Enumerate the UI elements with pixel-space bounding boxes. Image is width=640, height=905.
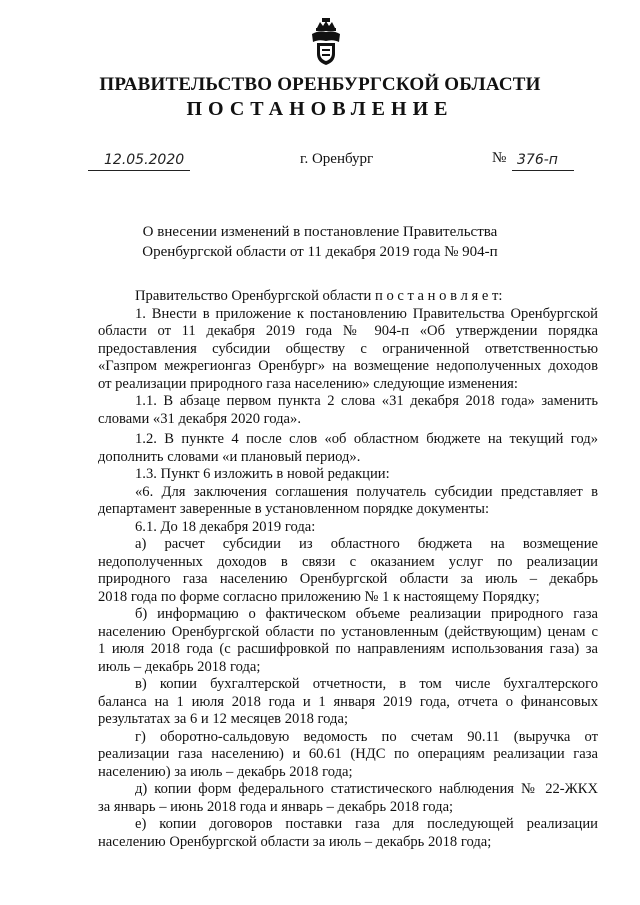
number-label: № xyxy=(492,150,507,166)
number-underline xyxy=(512,170,574,171)
body-line: июль – декабрь 2018 года; xyxy=(98,658,261,675)
document-date: 12.05.2020 xyxy=(104,152,185,168)
subject-line: О внесении изменений в постановление Правительства xyxy=(142,224,498,240)
document-number: 376-п xyxy=(517,152,558,168)
body-line: д) копии форм федерального статистического наблюдения № 22-ЖКХ xyxy=(135,781,598,798)
body-line: 2018 года по форме согласно приложению № 1 к настоящему Порядку; xyxy=(98,588,540,605)
body-line: департамент заверенные в установленном порядке документы: xyxy=(98,501,490,518)
body-line: за январь – июнь 2018 года и январь – декабрь 2018 года; xyxy=(98,798,454,815)
body-line: «6. Для заключения соглашения получатель субсидии представляет в xyxy=(135,483,598,500)
body-line: результатах за 6 и 12 месяцев 2018 года; xyxy=(98,711,349,728)
body-line: недополученных доходов в связи с оказанием услуг по реализации xyxy=(98,553,598,570)
body-line: населению Оренбургской области за июль – декабрь 2018 года; xyxy=(98,833,492,850)
body-line: словами «31 декабря 2020 года». xyxy=(98,410,301,427)
body-line: дополнить словами «и плановый период». xyxy=(98,448,361,465)
body-line: 1 июля 2018 года (с расшифровкой по направлениям использования газа) за xyxy=(98,641,598,658)
coat-of-arms-icon xyxy=(311,18,341,66)
body-line: 1.3. Пункт 6 изложить в новой редакции: xyxy=(135,466,390,483)
document-city: г. Оренбург xyxy=(300,151,374,167)
body-line: населению Оренбургской области по установленным (действующим) ценам с xyxy=(98,623,598,640)
body-line: 1.2. В пункте 4 после слов «об областном бюджете на текущий год» xyxy=(135,431,598,448)
date-underline xyxy=(88,170,190,171)
body-line: баланса на 1 июля 2018 года и 1 января 2019 года, отчета о финансовых xyxy=(98,693,598,710)
body-line: 1. Внести в приложение к постановлению Правительства Оренбургской xyxy=(135,305,598,322)
body-line: 6.1. До 18 декабря 2019 года: xyxy=(135,518,316,535)
body-line: «Газпром межрегионгаз Оренбург» на возмещение недополученных доходов xyxy=(98,358,598,375)
body-line: в) копии бухгалтерской отчетности, в том числе бухгалтерского xyxy=(135,676,598,693)
document-type: ПОСТАНОВЛЕНИЕ xyxy=(186,98,454,120)
body-line: 1.1. В абзаце первом пункта 2 слова «31 декабря 2018 года» заменить xyxy=(135,393,598,410)
body-line: природного газа населению Оренбургской области за июль – декабрь xyxy=(98,571,598,588)
body-line: Правительство Оренбургской области п о с т а н о в л я е т: xyxy=(135,288,503,304)
body-line: населению) за июль – декабрь 2018 года; xyxy=(98,763,353,780)
subject-line: Оренбургской области от 11 декабря 2019 года № 904-п xyxy=(142,244,498,260)
body-line: а) расчет субсидии из областного бюджета на возмещение xyxy=(135,536,598,553)
body-line: г) оборотно-сальдовую ведомость по счетам 90.11 (выручка от xyxy=(135,728,598,745)
body-line: реализации газа населению) и 60.61 (НДС по операциям реализации газа xyxy=(98,746,598,763)
document-subject xyxy=(0,222,640,262)
body-line: от реализации природного газа населению» следующие изменения: xyxy=(98,375,518,392)
body-line: области от 11 декабря 2019 года № 904-п «Об утверждении порядка xyxy=(98,323,598,340)
body-line: предоставления субсидии обществу с ограниченной ответственностью xyxy=(98,340,598,357)
body-line: б) информацию о фактическом объеме реализации природного газа xyxy=(135,606,598,623)
organization-title: ПРАВИТЕЛЬСТВО ОРЕНБУРГСКОЙ ОБЛАСТИ xyxy=(99,74,541,95)
document-body xyxy=(98,288,598,852)
body-line: е) копии договоров поставки газа для последующей реализации xyxy=(135,816,598,833)
